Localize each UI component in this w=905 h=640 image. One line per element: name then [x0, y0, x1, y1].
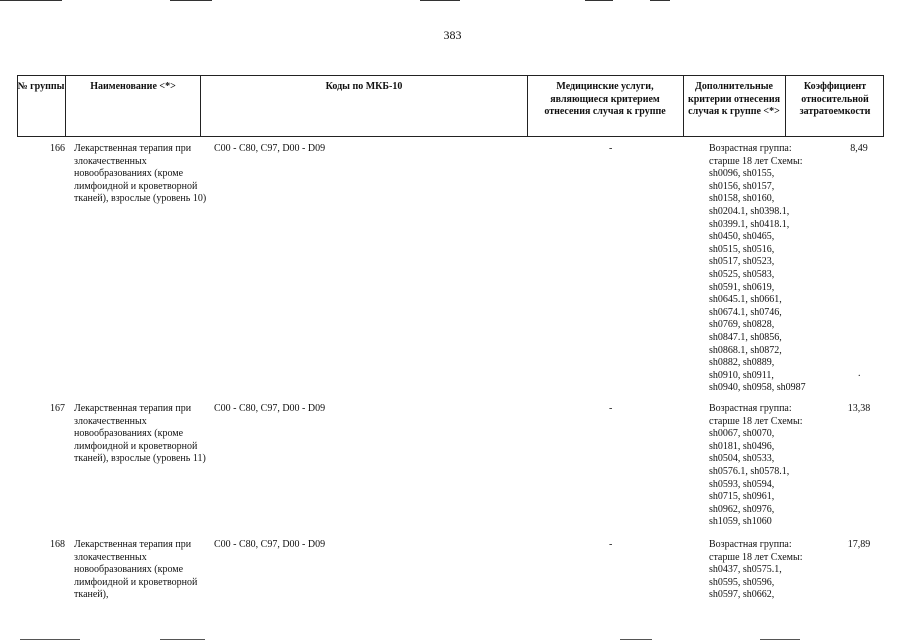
header-coefficient: Коэффициент относительной затратоемкости	[799, 81, 871, 117]
header-group-number: № группы	[17, 81, 65, 92]
table-header	[17, 75, 884, 137]
medical-services: -	[609, 143, 613, 154]
header-divider	[683, 75, 684, 137]
scan-speck: .	[858, 368, 861, 379]
header-medical-services: Медицинские услуги, являющиеся критерием отнесения случая к группе	[544, 81, 666, 117]
group-number: 166	[50, 143, 65, 154]
header-divider	[527, 75, 528, 137]
icd-codes: C00 - C80, C97, D00 - D09	[214, 403, 326, 414]
additional-criteria: Возрастная группа: старше 18 лет Схемы: sh0096, sh0155, sh0156, sh0157, sh0158, sh0160, sh0204.1, sh0398.1, sh0399.1, sh0418.1, sh0450, sh0465, sh0515, sh0516, sh0517, sh0523, sh0525, sh0583, sh0591, sh0619, sh0645.1, sh0661, sh0674.1, sh0746, sh0769, sh0828, sh0847.1, sh0856, sh0868.1, sh0872, sh0882, sh0889, sh0910, sh0911, sh0940, sh0958, sh0987	[709, 143, 806, 394]
coefficient: 13,38	[847, 403, 871, 414]
header-divider	[785, 75, 786, 137]
medical-services: -	[609, 403, 613, 414]
additional-criteria: Возрастная группа: старше 18 лет Схемы: sh0437, sh0575.1, sh0595, sh0596, sh0597, sh0662,	[709, 539, 803, 601]
additional-criteria: Возрастная группа: старше 18 лет Схемы: sh0067, sh0070, sh0181, sh0496, sh0504, sh0533, sh0576.1, sh0578.1, sh0593, sh0594, sh0715, sh0961, sh0962, sh0976, sh1059, sh1060	[709, 403, 803, 528]
group-number: 168	[50, 539, 65, 550]
group-name: Лекарственная терапия при злокачественных новообразованиях (кроме лимфоидной и кроветворной тканей), взрослые (уровень 11)	[74, 403, 206, 465]
page-number: 383	[443, 28, 462, 42]
table-row	[17, 539, 884, 639]
table-row	[17, 403, 884, 528]
group-name: Лекарственная терапия при злокачественных новообразованиях (кроме лимфоидной и кроветворной тканей), взрослые (уровень 10)	[74, 143, 207, 205]
header-additional-criteria: Дополнительные критерии отнесения случая к группе <*>	[687, 81, 781, 117]
header-icd-codes: Коды по МКБ-10	[325, 81, 403, 92]
table-row	[17, 143, 884, 393]
group-number: 167	[50, 403, 65, 414]
group-name: Лекарственная терапия при злокачественных новообразованиях (кроме лимфоидной и кроветворной тканей),	[74, 539, 198, 601]
top-scan-edge	[0, 0, 905, 2]
header-name: Наименование <*>	[90, 81, 176, 92]
coefficient: 17,89	[847, 539, 871, 550]
coefficient: 8,49	[850, 143, 868, 154]
icd-codes: C00 - C80, C97, D00 - D09	[214, 143, 326, 154]
icd-codes: C00 - C80, C97, D00 - D09	[214, 539, 326, 550]
medical-services: -	[609, 539, 613, 550]
